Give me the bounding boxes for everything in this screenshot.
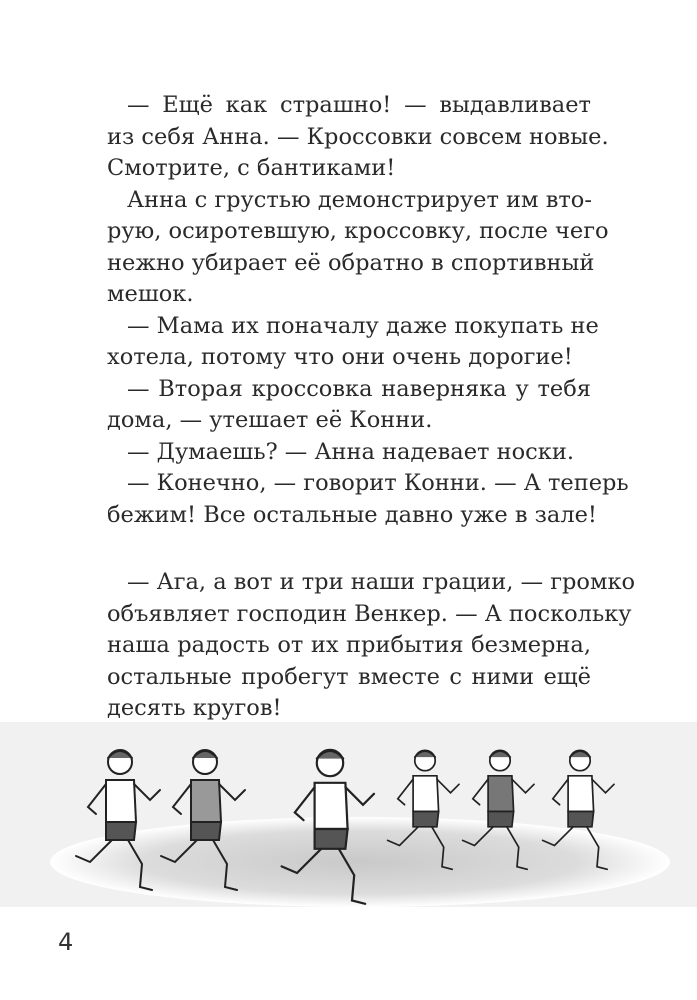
text-line: объявляет господин Венкер. — А поскольку — [107, 600, 632, 627]
text-line: из себя Анна. — Кроссовки совсем новые. — [107, 123, 609, 150]
text-line: нежно убирает её обратно в спортивный — [107, 249, 595, 276]
text-line: — Ага, а вот и три наши грации, — громко — [127, 569, 636, 595]
text-line: Смотрите, с бантиками! — [107, 155, 396, 181]
text-line: — Думаешь? — Анна надевает носки. — [127, 438, 574, 465]
text-line: мешок. — [107, 281, 194, 307]
text-line: — Мама их поначалу даже покупать не — [127, 312, 599, 339]
text-line: рую, осиротевшую, кроссовку, после чего — [107, 218, 609, 244]
text-line: дома, — утешает её Конни. — [107, 407, 433, 433]
running-children-illustration — [0, 722, 697, 907]
page-number: 4 — [58, 928, 74, 956]
text-line: десять кругов! — [107, 695, 282, 721]
text-line: — Конечно, — говорит Конни. — А теперь — [127, 470, 629, 496]
text-line: Анна с грустью демонстрирует им вто- — [127, 186, 592, 213]
text-line: — Ещё как страшно! — выдавливает — [127, 92, 591, 118]
text-line: наша радость от их прибытия безмерна, — [107, 632, 591, 658]
floor-shadow — [50, 817, 670, 907]
text-line: — Вторая кроссовка наверняка у тебя — [127, 375, 591, 402]
text-line: остальные пробегут вместе с ними ещё — [107, 663, 591, 690]
text-line: хотела, потому что они очень дорогие! — [107, 344, 573, 370]
text-line: бежим! Все остальные давно уже в зале! — [107, 501, 597, 528]
